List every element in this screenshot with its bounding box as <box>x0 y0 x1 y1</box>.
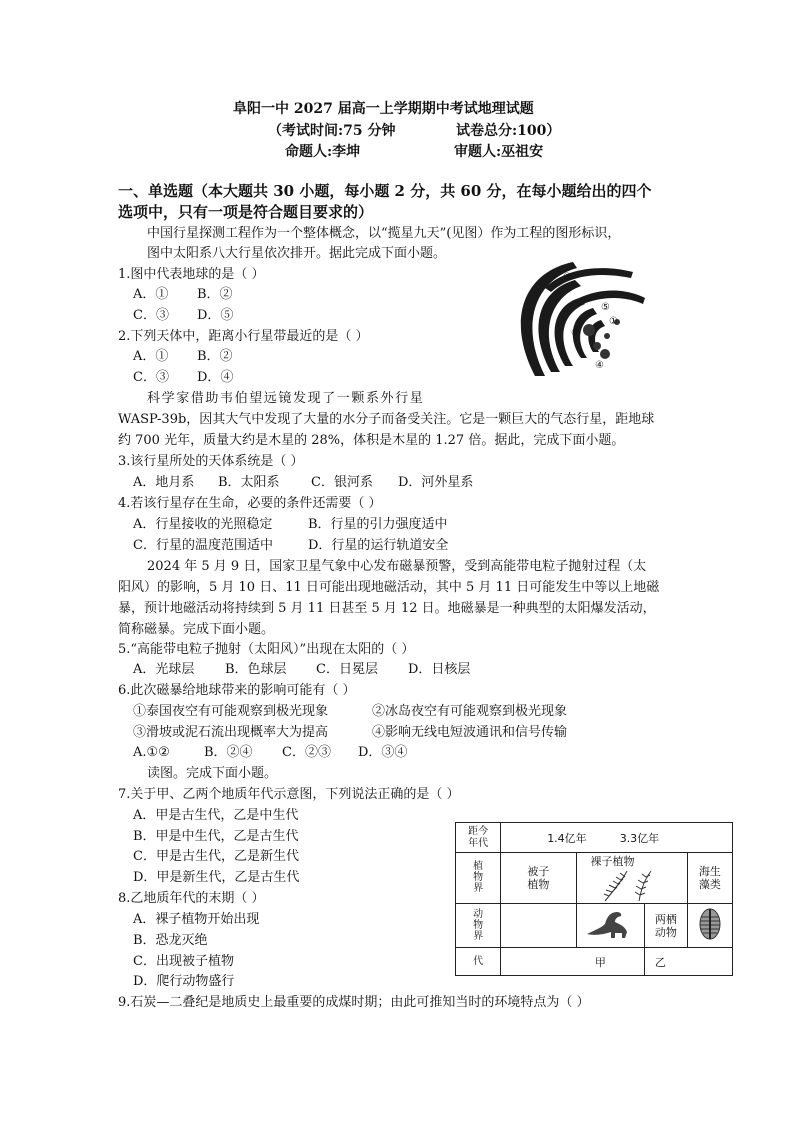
passage3-line2: 阳风）的影响，5 月 10 日、11 日可能出现地磁活动，其中 5 月 11 日可能发生中等以上地磁 <box>118 580 660 595</box>
q4-option-a[interactable]: A．行星接收的光照稳定 <box>133 517 273 532</box>
q2-option-b[interactable]: B．② <box>197 349 233 364</box>
q6-statement-1: ①泰国夜空有可能观察到极光现象 <box>133 704 329 719</box>
q6-option-a[interactable]: A.①② <box>133 745 170 760</box>
table-age-row <box>501 823 733 853</box>
animal-dinosaur-cell <box>576 904 644 948</box>
q2-option-a[interactable]: A．① <box>133 349 169 364</box>
animal-cell-empty <box>501 904 576 948</box>
table-header-animal: 动物界 <box>456 904 501 948</box>
q1-option-b[interactable]: B．② <box>197 287 233 302</box>
q4-option-c[interactable]: C．行星的温度范围适中 <box>133 538 273 553</box>
passage2-line3: 约 700 光年，质量大约是木星的 28%，体积是木星的 1.27 倍。据此，完成下面小题。 <box>118 433 625 448</box>
animal-trilobite-cell <box>687 904 732 948</box>
q6-option-d[interactable]: D．③④ <box>358 745 408 760</box>
exam-score: 试卷总分:100） <box>456 123 561 139</box>
question-1: 1.图中代表地球的是（ ） <box>118 267 265 282</box>
exam-title: 阜阳一中 2027 届高一上学期期中考试地理试题 <box>233 101 534 117</box>
q5-option-c[interactable]: C．日冕层 <box>316 662 378 677</box>
plant-gymnosperm: 裸子植物 <box>590 855 635 868</box>
dinosaur-icon <box>585 908 635 940</box>
passage2-line2: WASP-39b，因其大气中发现了大量的水分子而备受关注。它是一颗巨大的气态行星，距地球 <box>118 412 655 427</box>
q7-option-b[interactable]: B．甲是中生代，乙是古生代 <box>133 829 299 844</box>
q2-option-c[interactable]: C．③ <box>133 370 169 385</box>
passage3-line1: 2024 年 5 月 9 日，国家卫星气象中心发布磁暴预警，受到高能带电粒子抛射过程（太 <box>147 559 647 574</box>
question-5: 5.“高能带电粒子抛射（太阳风）”出现在太阳的（ ） <box>118 642 415 657</box>
question-8: 8.乙地质年代的末期（ ） <box>118 891 265 906</box>
q1-option-d[interactable]: D．⑤ <box>197 308 234 323</box>
q3-option-d[interactable]: D．河外星系 <box>398 475 474 490</box>
table-header-plant: 植物界 <box>456 853 501 904</box>
passage4-line1: 读图。完成下面小题。 <box>147 766 278 781</box>
arc-label-3: ③ <box>563 272 572 283</box>
question-3: 3.该行星所处的天体系统是（ ） <box>118 454 304 469</box>
q4-option-b[interactable]: B．行星的引力强度适中 <box>308 517 448 532</box>
section-title-line1: 一、单选题（本大题共 30 小题，每小题 2 分，共 60 分，在每小题给出的四个 <box>118 182 652 200</box>
q3-option-c[interactable]: C．银河系 <box>311 475 373 490</box>
q6-statement-3: ③滑坡或泥石流出现概率大为提高 <box>133 725 329 740</box>
arc-label-2: ② <box>571 328 580 339</box>
geologic-era-table <box>455 822 733 976</box>
passage3-line3: 暴，预计地磁活动将持续到 5 月 11 日甚至 5 月 12 日。地磁暴是一种典型的太阳爆发活动， <box>118 601 656 616</box>
passage1-line1: 中国行星探测工程作为一个整体概念，以“揽星九天”(见图）作为工程的图形标识， <box>147 226 621 241</box>
q6-statement-2: ②冰岛夜空有可能观察到极光现象 <box>372 704 568 719</box>
q5-option-b[interactable]: B．色球层 <box>225 662 287 677</box>
table-header-era: 代 <box>456 948 501 976</box>
passage3-line4: 简称磁暴。完成下面小题。 <box>118 622 275 637</box>
trilobite-icon <box>695 907 725 941</box>
question-6: 6.此次磁暴给地球带来的影响可能有（ ） <box>118 683 356 698</box>
q7-option-d[interactable]: D．甲是新生代，乙是古生代 <box>133 870 300 885</box>
q8-option-a[interactable]: A．裸子植物开始出现 <box>133 912 260 927</box>
question-9: 9.石炭—二叠纪是地质史上最重要的成煤时期；由此可推知当时的环境特点为（ ） <box>118 995 590 1010</box>
q6-option-b[interactable]: B．②④ <box>204 745 253 760</box>
exam-time: （考试时间:75 分钟 <box>268 123 396 139</box>
era-yi: 乙 <box>644 948 732 976</box>
section-title-line2: 选项中，只有一项是符合题目要求的） <box>118 203 374 221</box>
table-header-age: 距今年代 <box>456 823 501 853</box>
solar-system-arcs-figure <box>505 258 651 383</box>
question-4: 4.若该行星存在生命，必要的条件还需要（ ） <box>118 496 382 511</box>
q6-statement-4: ④影响无线电短波通讯和信号传输 <box>372 725 568 740</box>
era-jia: 甲 <box>501 948 645 976</box>
q4-option-d[interactable]: D．行星的运行轨道安全 <box>308 538 449 553</box>
q6-option-c[interactable]: C．②③ <box>282 745 331 760</box>
q7-option-c[interactable]: C．甲是古生代，乙是新生代 <box>133 849 299 864</box>
q5-option-d[interactable]: D．日核层 <box>408 662 471 677</box>
q5-option-a[interactable]: A．光球层 <box>133 662 195 677</box>
arc-label-5: ⑤ <box>601 302 610 313</box>
q1-option-c[interactable]: C．③ <box>133 308 169 323</box>
age-label-1: 1.4亿年 <box>547 831 587 845</box>
q3-option-b[interactable]: B．太阳系 <box>218 475 280 490</box>
q2-option-d[interactable]: D．④ <box>197 370 234 385</box>
question-2: 2.下列天体中，距离小行星带最近的是（ ） <box>118 329 369 344</box>
q8-option-b[interactable]: B．恐龙灭绝 <box>133 933 208 948</box>
q3-option-a[interactable]: A．地月系 <box>133 475 195 490</box>
q1-option-a[interactable]: A．① <box>133 287 169 302</box>
plant-gymnosperm-cell <box>576 853 687 904</box>
passage2-line1: 科学家借助韦伯望远镜发现了一颗系外行星 <box>147 391 425 406</box>
q8-option-c[interactable]: C．出现被子植物 <box>133 954 234 969</box>
plant-angiosperm: 被子植物 <box>501 853 576 904</box>
q8-option-d[interactable]: D．爬行动物盛行 <box>133 974 235 989</box>
exam-setter: 命题人:李坤 <box>285 144 361 160</box>
plant-seaweed: 海生藻类 <box>687 853 732 904</box>
age-label-2: 3.3亿年 <box>619 831 660 845</box>
q7-option-a[interactable]: A．甲是古生代，乙是中生代 <box>133 808 299 823</box>
arc-label-4: ④ <box>595 360 604 371</box>
passage1-line2: 图中太阳系八大行星依次排开。据此完成下面小题。 <box>147 246 447 261</box>
exam-reviewer: 审题人:巫祖安 <box>454 144 544 160</box>
question-7: 7.关于甲、乙两个地质年代示意图，下列说法正确的是（ ） <box>118 787 460 802</box>
arc-label-1: ① <box>609 316 618 327</box>
animal-amphibian: 两栖动物 <box>644 904 687 948</box>
fern-icon <box>601 869 655 903</box>
